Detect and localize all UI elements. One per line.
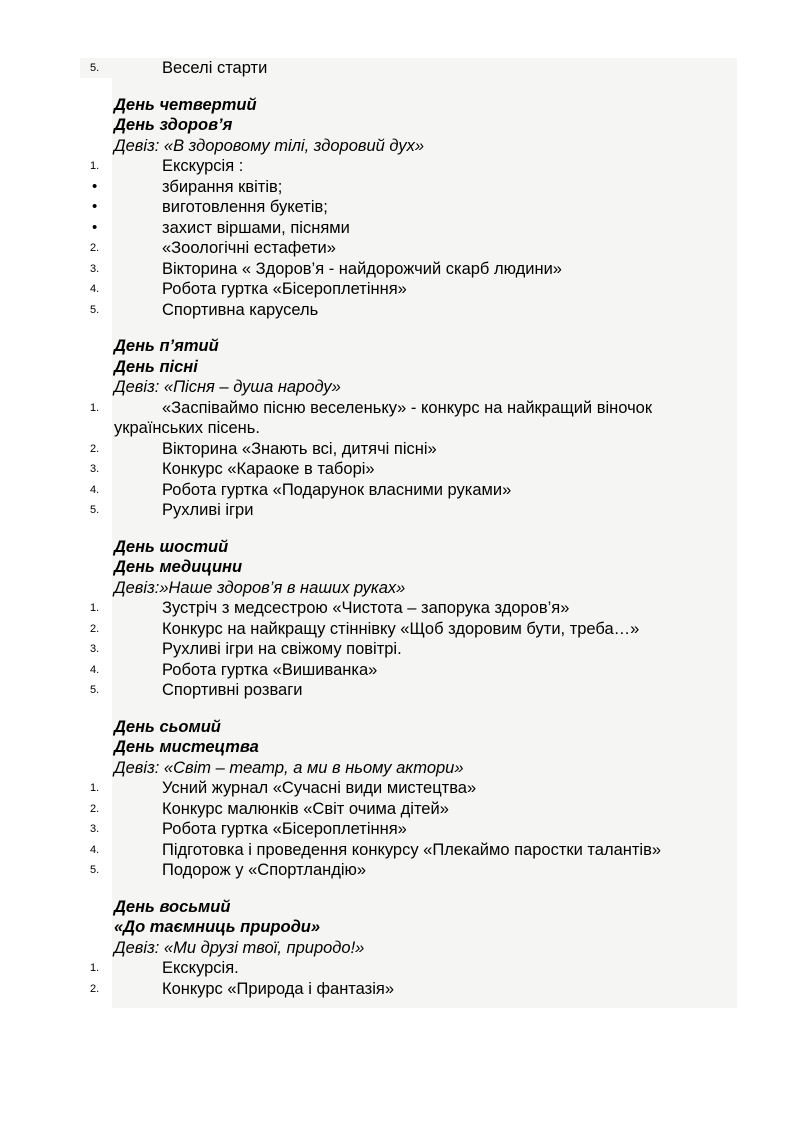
day-heading: День четвертий	[114, 95, 257, 114]
list-number: 2.	[90, 622, 100, 635]
day-motto: Девіз:»Наше здоров’я в наших руках»	[114, 578, 406, 597]
list-item-text: Вікторина « Здоров’я - найдорожчий скарб людини»	[162, 259, 562, 278]
list-item	[0, 480, 794, 501]
list-number: 3.	[90, 823, 100, 835]
list-item-text: Рухливі ігри на свіжому повітрі.	[162, 640, 402, 658]
day-motto: Девіз: «Пісня – душа народу»	[114, 378, 341, 396]
day-heading: День п’ятий	[114, 337, 219, 355]
list-item-text: Конкурс «Караоке в таборі»	[162, 460, 375, 478]
list-item-text: Зустріч з медсестрою «Чистота – запорука здоров’я»	[162, 599, 570, 617]
list-item	[0, 300, 794, 321]
list-item	[0, 840, 794, 861]
list-number: 3.	[90, 262, 100, 275]
list-item-text: Екскурсія :	[162, 157, 244, 175]
list-number: 5.	[90, 864, 100, 876]
list-item	[0, 439, 794, 460]
day-motto: Девіз: «Світ – театр, а ми в ньому актори»	[114, 758, 464, 777]
list-item	[0, 680, 794, 701]
list-item	[0, 619, 794, 640]
bullet-icon: •	[92, 218, 98, 236]
list-number: 2.	[90, 802, 100, 815]
list-number: 4.	[90, 483, 100, 496]
list-item-text: Усний журнал «Сучасні види мистецтва»	[162, 779, 477, 797]
list-item	[0, 177, 794, 198]
list-item-text: Подорож у «Спортландію»	[162, 861, 367, 879]
list-number: 5.	[90, 62, 100, 74]
day-motto: Девіз: «Ми друзі твої, природо!»	[114, 938, 365, 957]
day-heading: День сьомий	[114, 717, 221, 736]
list-item-text: збирання квітів;	[162, 177, 283, 196]
day-heading: День восьмий	[114, 897, 231, 916]
list-item-text: Робота гуртка «Бісероплетіння»	[162, 820, 407, 838]
bullet-icon: •	[92, 198, 98, 215]
list-item	[0, 398, 794, 419]
list-number: 1.	[90, 401, 100, 414]
section-gap	[0, 701, 794, 717]
list-item	[0, 218, 794, 239]
list-item	[0, 799, 794, 820]
list-item-text: Спортивна карусель	[162, 300, 319, 319]
list-item	[0, 197, 794, 218]
list-item	[0, 660, 794, 681]
list-number: 4.	[90, 283, 100, 295]
day-motto: Девіз: «В здоровому тілі, здоровий дух»	[114, 136, 425, 155]
list-number: 2.	[90, 242, 100, 254]
day-theme: День мистецтва	[114, 738, 259, 756]
list-item	[0, 819, 794, 840]
list-item-text: виготовлення букетів;	[162, 198, 328, 216]
list-number: 5.	[90, 303, 100, 316]
list-item-text: Конкурс на найкращу стіннівку «Щоб здоровим бути, треба…»	[162, 619, 640, 638]
list-number: 1.	[90, 160, 100, 172]
list-item-text: українських пісень.	[114, 419, 260, 437]
list-item	[0, 958, 794, 979]
day-theme: День пісні	[114, 357, 198, 376]
list-item-text: Вікторина «Знають всі, дитячі пісні»	[162, 439, 437, 458]
list-number: 5.	[90, 504, 100, 516]
list-item	[0, 156, 794, 177]
list-item-continuation	[0, 418, 794, 439]
list-number: 4.	[90, 663, 100, 676]
list-number: 3.	[90, 463, 100, 475]
list-item	[0, 639, 794, 660]
list-item-text: Конкурс малюнків «Світ очима дітей»	[162, 799, 449, 818]
list-item-text: Робота гуртка «Вишиванка»	[162, 660, 378, 679]
day-theme: День медицини	[114, 558, 243, 576]
list-item-text: Робота гуртка «Подарунок власними руками»	[162, 480, 512, 499]
list-number: 4.	[90, 843, 100, 856]
list-number: 3.	[90, 643, 100, 655]
list-item	[0, 500, 794, 521]
list-number: 1.	[90, 962, 100, 974]
list-number: 2.	[90, 982, 100, 995]
list-item	[0, 279, 794, 300]
list-number: 1.	[90, 782, 100, 794]
list-item	[0, 238, 794, 259]
list-item-text: захист віршами, піснями	[162, 218, 350, 237]
bullet-icon: •	[92, 177, 98, 195]
list-item	[0, 459, 794, 480]
list-item-text: «Зоологічні естафети»	[162, 239, 336, 257]
list-item-text: Конкурс «Природа і фантазія»	[162, 979, 395, 998]
list-item-text: «Заспіваймо пісню веселеньку» - конкурс на найкращий віночок	[162, 398, 653, 417]
list-item	[0, 778, 794, 799]
list-item	[0, 58, 794, 79]
list-item-text: Екскурсія.	[162, 959, 239, 977]
section-gap	[0, 320, 794, 336]
list-number: 2.	[90, 442, 100, 455]
list-item-text: Веселі старти	[162, 59, 268, 77]
section-gap	[0, 79, 794, 95]
list-item-text: Спортивні розваги	[162, 681, 303, 699]
section-gap	[0, 881, 794, 897]
list-item	[0, 259, 794, 280]
list-item-text: Робота гуртка «Бісероплетіння»	[162, 280, 407, 298]
list-item-text: Підготовка і проведення конкурсу «Плекаймо паростки талантів»	[162, 840, 662, 859]
list-item	[0, 860, 794, 881]
list-item	[0, 979, 794, 1000]
list-number: 5.	[90, 684, 100, 696]
list-item	[0, 598, 794, 619]
section-gap	[0, 521, 794, 537]
day-theme: «До таємниць природи»	[114, 918, 321, 936]
day-theme: День здоров’я	[114, 116, 233, 134]
list-number: 1.	[90, 602, 100, 614]
day-heading: День шостий	[114, 537, 229, 556]
document-body	[0, 58, 794, 999]
list-item-text: Рухливі ігри	[162, 501, 254, 519]
